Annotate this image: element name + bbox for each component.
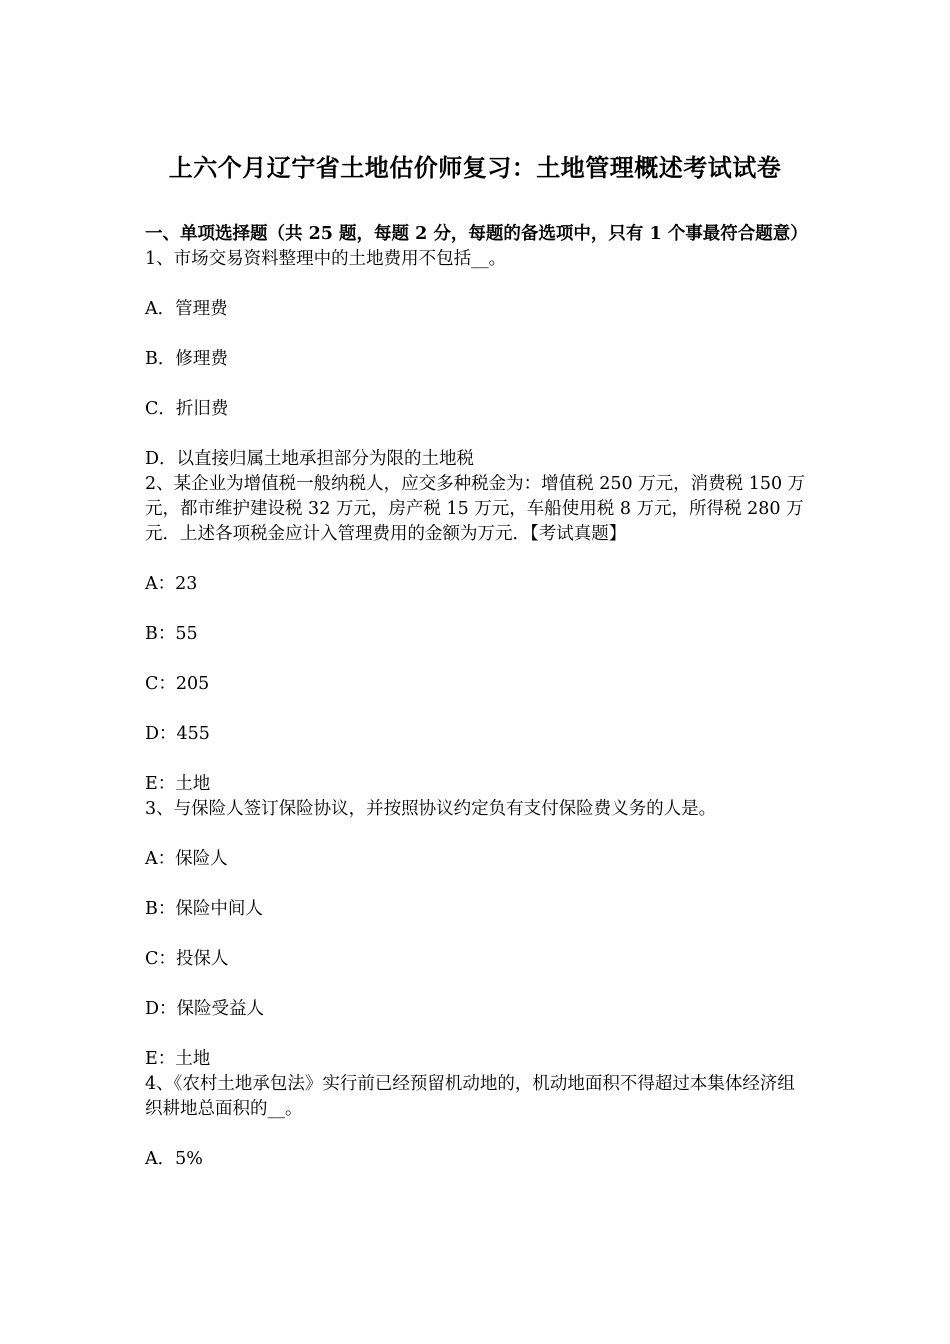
section-heading: 一、单项选择题（共 25 题，每题 2 分，每题的备选项中，只有 1 个事最符合题意） <box>145 224 808 244</box>
question-3-option-e: E：土地 <box>145 1049 211 1069</box>
question-1-stem: 1、市场交易资料整理中的土地费用不包括__。 <box>145 249 507 269</box>
question-3-option-c: C：投保人 <box>145 949 229 969</box>
question-1-option-a: A．管理费 <box>145 299 228 319</box>
question-3-stem: 3、与保险人签订保险协议，并按照协议约定负有支付保险费义务的人是。 <box>145 799 717 819</box>
question-2-option-a: A：23 <box>145 574 198 594</box>
question-1-option-c: C．折旧费 <box>145 399 229 419</box>
question-1-option-b: B．修理费 <box>145 349 228 369</box>
question-3-option-b: B：保险中间人 <box>145 899 263 919</box>
question-4-stem: 4、《农村土地承包法》实行前已经预留机动地的，机动地面积不得超过本集体经济组织耕地总面积的__。 <box>145 1074 795 1119</box>
question-2-stem: 2、某企业为增值税一般纳税人，应交多种税金为：增值税 250 万元，消费税 150 万元，都市维护建设税 32 万元，房产税 15 万元，车船使用税 8 万元，所得税 280 万元．上述各项税金应计入管理费用的金额为万元．【考试真题】 <box>145 474 806 544</box>
question-2-option-b: B：55 <box>145 624 198 644</box>
question-2-option-e: E：土地 <box>145 774 211 794</box>
document-title: 上六个月辽宁省土地估价师复习：土地管理概述考试试卷 <box>168 153 782 182</box>
question-2-option-d: D：455 <box>145 724 210 744</box>
question-2-option-c: C：205 <box>145 674 210 694</box>
document-body <box>145 222 810 1172</box>
question-4-option-a: A．5% <box>145 1149 203 1169</box>
question-3-option-d: D：保险受益人 <box>145 999 265 1019</box>
question-3-option-a: A：保险人 <box>145 849 228 869</box>
question-1-option-d: D．以直接归属土地承担部分为限的土地税 <box>145 449 475 469</box>
